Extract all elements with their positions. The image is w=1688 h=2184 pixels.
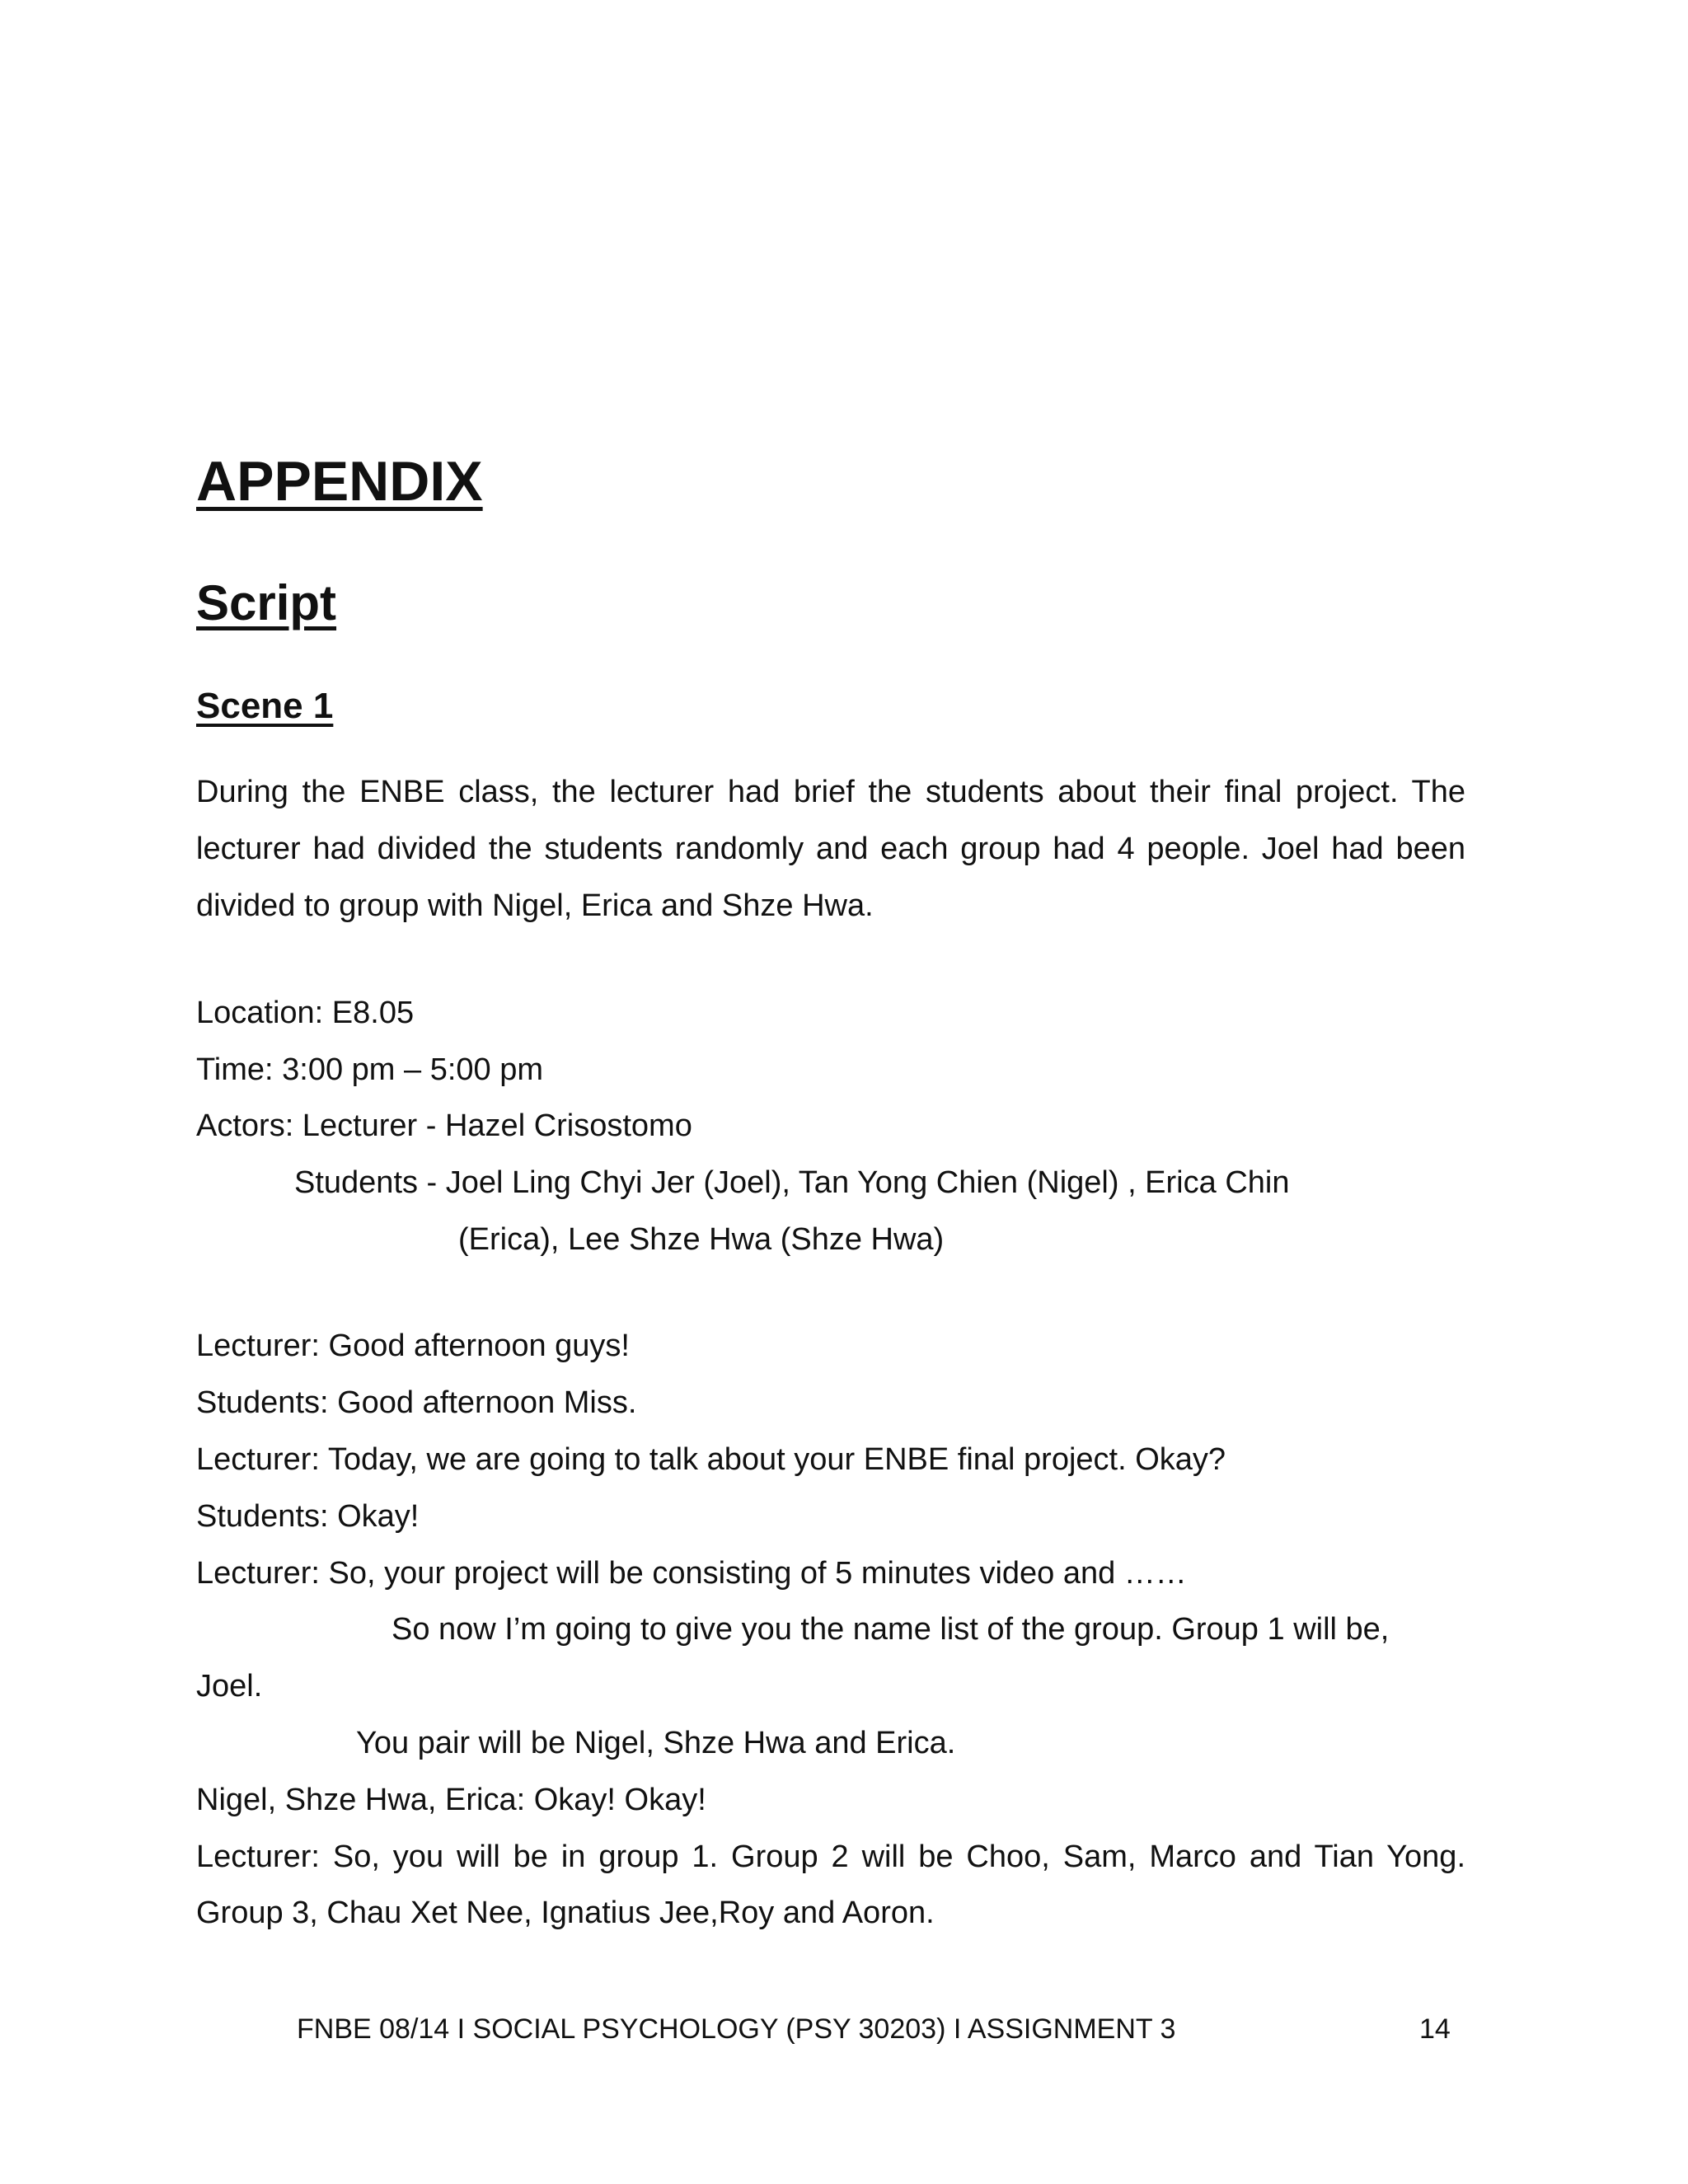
dialogue-line-8: You pair will be Nigel, Shze Hwa and Erica. [356,1726,956,1760]
intro-line-3: divided to group with Nigel, Erica and Shze Hwa. [196,888,874,923]
time-line: Time: 3:00 pm – 5:00 pm [196,1052,544,1087]
dialogue-line-6: So now I’m going to give you the name list of the group. Group 1 will be, [392,1612,1390,1647]
actors-lecturer-line: Actors: Lecturer - Hazel Crisostomo [196,1108,692,1143]
dialogue-line-2: Students: Good afternoon Miss. [196,1385,637,1420]
dialogue-line-3: Lecturer: Today, we are going to talk about your ENBE final project. Okay? [196,1442,1226,1477]
script-heading: Script [196,575,337,630]
appendix-heading: APPENDIX [196,450,483,513]
dialogue-line-10: Lecturer: So, you will be in group 1. Group 2 will be Choo, Sam, Marco and Tian Yong. [196,1840,1465,1874]
dialogue-line-7: Joel. [196,1669,263,1704]
actors-students-line-2: (Erica), Lee Shze Hwa (Shze Hwa) [458,1222,945,1257]
intro-line-1: During the ENBE class, the lecturer had brief the students about their final project. The [196,775,1465,809]
page-footer: FNBE 08/14 I SOCIAL PSYCHOLOGY (PSY 30203) I ASSIGNMENT 3 [297,2013,1176,2045]
location-line: Location: E8.05 [196,996,415,1030]
dialogue-line-5: Lecturer: So, your project will be consisting of 5 minutes video and …… [196,1556,1187,1591]
dialogue-line-4: Students: Okay! [196,1499,420,1534]
dialogue-line-9: Nigel, Shze Hwa, Erica: Okay! Okay! [196,1783,706,1817]
intro-line-2: lecturer had divided the students randomly and each group had 4 people. Joel had been [196,832,1465,866]
page-number: 14 [1419,2013,1451,2045]
actors-students-line-1: Students - Joel Ling Chyi Jer (Joel), Tan Yong Chien (Nigel) , Erica Chin [294,1165,1290,1200]
dialogue-line-11: Group 3, Chau Xet Nee, Ignatius Jee,Roy and Aoron. [196,1896,935,1930]
scene-heading: Scene 1 [196,686,334,726]
dialogue-line-1: Lecturer: Good afternoon guys! [196,1329,630,1363]
